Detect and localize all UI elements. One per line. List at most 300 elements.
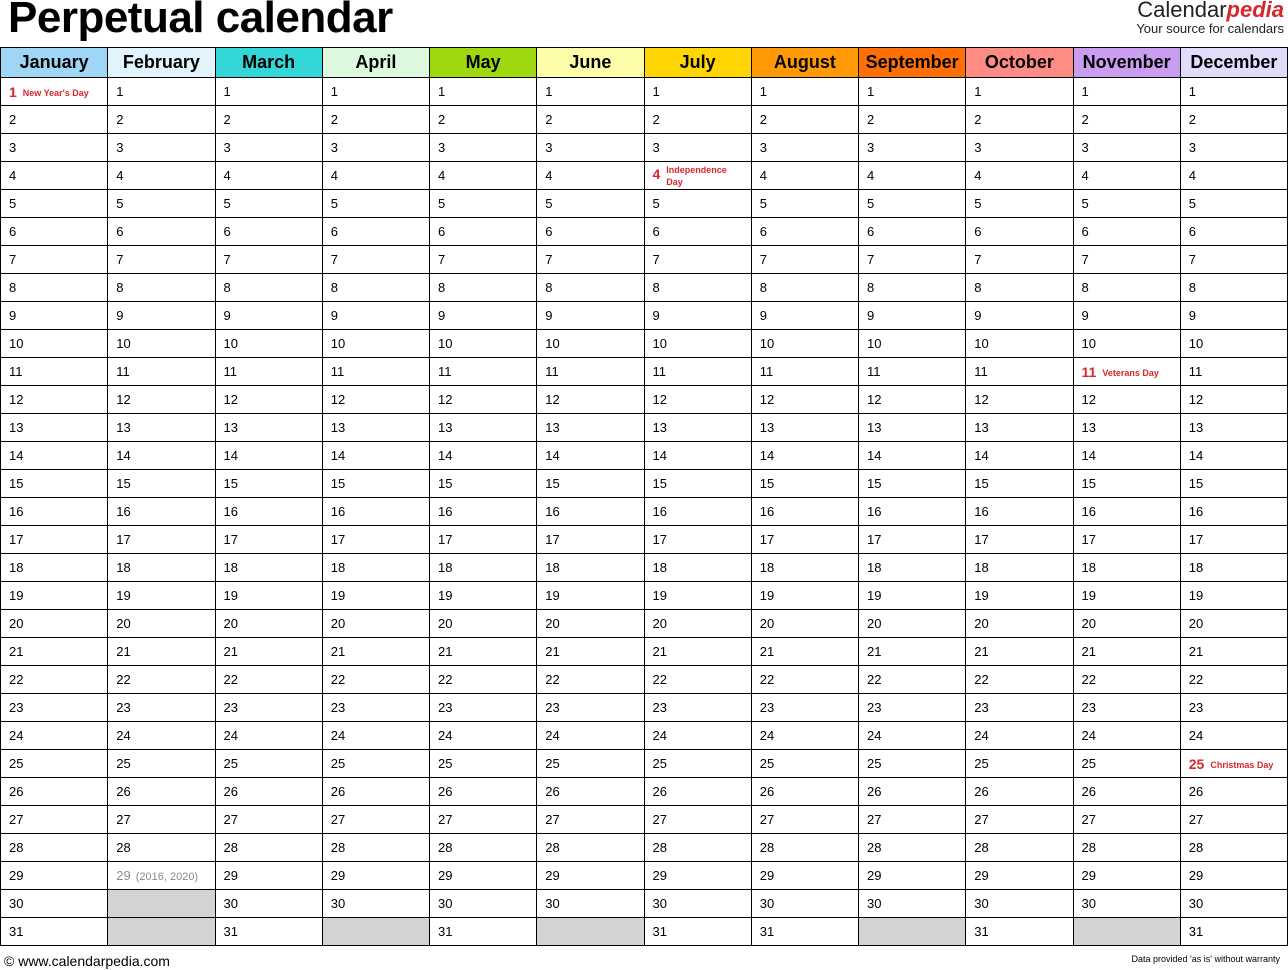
day-number: 29 [223,868,238,883]
day-number: 3 [438,140,446,155]
day-row [1,386,1288,414]
day-cell [644,218,751,246]
day-cell [537,386,644,414]
day-cell [859,778,966,806]
day-cell [322,470,429,498]
day-cell [108,330,215,358]
day-cell [215,694,322,722]
day-number: 17 [1188,532,1204,547]
day-row [1,862,1288,890]
day-number: 8 [652,280,660,295]
day-number: 15 [867,476,882,491]
day-number: 28 [1081,840,1096,855]
day-cell [1073,330,1180,358]
day-number: 26 [330,784,346,799]
day-cell [108,162,215,190]
day-number: 19 [1188,588,1204,603]
day-number: 11 [9,364,23,379]
day-cell [322,722,429,750]
day-number: 10 [759,336,775,351]
day-cell [430,918,537,946]
day-cell [966,414,1073,442]
day-cell [108,582,215,610]
day-cell [966,526,1073,554]
day-cell [1073,274,1180,302]
day-number: 27 [9,812,24,827]
day-cell [966,918,1073,946]
day-number: 9 [1081,308,1089,323]
day-cell [1073,582,1180,610]
day-cell [537,106,644,134]
day-number: 7 [9,252,17,267]
day-cell [1,862,108,890]
day-number: 10 [974,336,989,351]
day-row [1,218,1288,246]
day-number: 5 [759,196,767,211]
footer-website[interactable]: © www.calendarpedia.com [4,953,170,969]
day-number: 29 [1188,868,1204,883]
day-row [1,582,1288,610]
day-row [1,722,1288,750]
day-number: 22 [545,672,560,687]
day-row [1,134,1288,162]
day-number: 23 [759,700,775,715]
day-cell [1180,134,1287,162]
day-cell [108,694,215,722]
day-number: 24 [116,728,131,743]
day-number: 25 [1081,756,1096,771]
day-cell [1180,218,1287,246]
day-cell [859,218,966,246]
day-cell [430,162,537,190]
day-cell [322,302,429,330]
day-number: 16 [438,504,453,519]
day-number: 8 [223,280,231,295]
day-number: 14 [652,448,667,463]
day-number: 10 [223,336,238,351]
day-number: 21 [438,644,453,659]
day-number: 16 [116,504,131,519]
day-number: 27 [759,812,775,827]
day-cell [859,414,966,442]
day-number: 2 [9,112,17,127]
day-cell [1,806,108,834]
day-cell [751,78,858,106]
day-cell [1180,162,1287,190]
day-number: 13 [116,420,131,435]
day-cell [215,918,322,946]
day-number: 29 [1081,868,1096,883]
day-number: 7 [652,252,660,267]
day-cell [1180,694,1287,722]
day-number: 3 [652,140,660,155]
day-cell [859,862,966,890]
day-cell [859,806,966,834]
day-number: 29 [545,868,560,883]
day-number: 8 [867,280,875,295]
day-number: 21 [867,644,882,659]
day-number: 27 [438,812,453,827]
day-number: 17 [223,532,238,547]
day-number: 23 [867,700,882,715]
day-cell [1073,386,1180,414]
day-cell [322,666,429,694]
day-cell [430,498,537,526]
day-cell [108,666,215,694]
day-number: 30 [974,896,989,911]
day-number: 21 [223,644,238,659]
day-cell [108,806,215,834]
day-number: 19 [545,588,560,603]
day-cell [215,386,322,414]
day-number: 11 [652,364,666,379]
day-cell [751,582,858,610]
day-number: 8 [974,280,982,295]
footer-disclaimer: Data provided 'as is' without warranty [1131,954,1280,964]
day-cell [751,498,858,526]
day-number: 26 [438,784,453,799]
day-number: 4 [223,168,231,183]
day-cell [751,190,858,218]
leap-day-cell [108,862,215,890]
day-cell [430,694,537,722]
day-row [1,806,1288,834]
day-row [1,78,1288,106]
day-number: 20 [116,616,131,631]
empty-cell [108,890,215,918]
day-cell [215,638,322,666]
day-cell [537,358,644,386]
day-cell [751,106,858,134]
day-number: 22 [1188,672,1204,687]
day-number: 3 [223,140,231,155]
day-row [1,610,1288,638]
day-number: 30 [223,896,238,911]
day-cell [644,666,751,694]
day-number: 11 [545,364,559,379]
day-number: 17 [545,532,560,547]
day-number: 23 [9,700,24,715]
day-cell [966,834,1073,862]
day-cell [966,386,1073,414]
day-cell [966,246,1073,274]
day-number: 1 [438,84,446,99]
day-number: 20 [867,616,882,631]
day-cell [1073,106,1180,134]
month-header-row [1,48,1288,78]
month-header-june: June [537,48,644,78]
empty-cell [322,918,429,946]
day-number: 13 [759,420,775,435]
day-cell [966,470,1073,498]
day-number: 31 [438,924,453,939]
day-number: 5 [330,196,338,211]
month-header-february: February [108,48,215,78]
day-cell [1073,778,1180,806]
day-number: 21 [652,644,667,659]
day-cell [215,302,322,330]
day-cell [108,106,215,134]
day-cell [430,358,537,386]
day-number: 28 [9,840,24,855]
empty-cell [108,918,215,946]
day-number: 27 [545,812,560,827]
day-number: 4 [759,168,767,183]
day-number: 5 [867,196,875,211]
day-number: 13 [1081,420,1096,435]
day-number: 19 [330,588,346,603]
day-cell [322,778,429,806]
day-number: 29 [652,868,667,883]
day-cell [1073,722,1180,750]
day-number: 22 [759,672,775,687]
day-number: 28 [974,840,989,855]
day-number: 6 [116,224,124,239]
day-cell [537,78,644,106]
day-cell [644,834,751,862]
day-number: 12 [974,392,989,407]
day-row [1,470,1288,498]
day-cell [966,442,1073,470]
day-number: 18 [1188,560,1204,575]
day-number: 4 [652,165,661,182]
day-cell [1180,526,1287,554]
day-number: 27 [652,812,667,827]
day-cell [1073,666,1180,694]
month-header-december: December [1180,48,1287,78]
day-number: 21 [330,644,346,659]
day-cell [215,246,322,274]
day-cell [215,526,322,554]
day-number: 2 [652,112,660,127]
day-number: 6 [330,224,338,239]
day-number: 11 [438,364,452,379]
day-cell [108,358,215,386]
day-number: 15 [438,476,453,491]
day-number: 3 [545,140,553,155]
holiday-cell [1,78,108,106]
day-cell [108,302,215,330]
day-cell [430,386,537,414]
day-cell [1,274,108,302]
day-cell [1,246,108,274]
day-cell [322,78,429,106]
day-number: 16 [1081,504,1096,519]
day-number: 14 [1188,448,1204,463]
day-cell [1,386,108,414]
day-cell [322,806,429,834]
day-number: 6 [223,224,231,239]
day-number: 2 [438,112,446,127]
day-number: 17 [867,532,882,547]
day-cell [751,302,858,330]
day-cell [1180,302,1287,330]
day-number: 2 [330,112,338,127]
day-cell [322,442,429,470]
day-number: 9 [9,308,17,323]
day-number: 17 [9,532,24,547]
day-number: 28 [116,840,131,855]
day-cell [751,526,858,554]
day-number: 22 [1081,672,1096,687]
month-header-january: January [1,48,108,78]
brand-logo[interactable] [1136,0,1284,36]
day-number: 16 [330,504,346,519]
month-header-august: August [751,48,858,78]
day-number: 5 [1081,196,1089,211]
day-number: 15 [1188,476,1204,491]
day-cell [1073,862,1180,890]
day-cell [1,722,108,750]
day-number: 15 [974,476,989,491]
day-number: 15 [1081,476,1096,491]
day-cell [1,526,108,554]
day-number: 29 [330,868,346,883]
day-number: 19 [9,588,24,603]
day-number: 8 [759,280,767,295]
day-number: 5 [545,196,553,211]
day-number: 31 [9,924,24,939]
day-cell [966,778,1073,806]
day-cell [537,778,644,806]
day-row [1,890,1288,918]
day-cell [322,554,429,582]
day-number: 3 [1081,140,1089,155]
day-cell [108,470,215,498]
day-number: 6 [1081,224,1089,239]
day-cell [751,862,858,890]
day-cell [859,694,966,722]
day-cell [108,274,215,302]
day-cell [859,554,966,582]
day-cell [537,162,644,190]
day-number: 13 [867,420,882,435]
day-cell [966,862,1073,890]
day-cell [1,666,108,694]
day-number: 27 [974,812,989,827]
day-cell [215,582,322,610]
day-cell [430,330,537,358]
month-header-october: October [966,48,1073,78]
day-number: 12 [545,392,560,407]
day-cell [644,134,751,162]
day-cell [1,106,108,134]
day-cell [751,442,858,470]
day-number: 29 [438,868,453,883]
day-number: 22 [9,672,24,687]
day-cell [644,386,751,414]
month-header-november: November [1073,48,1180,78]
day-cell [644,722,751,750]
day-number: 12 [1081,392,1096,407]
day-number: 13 [974,420,989,435]
day-cell [430,806,537,834]
day-number: 26 [974,784,989,799]
month-header-september: September [859,48,966,78]
day-number: 5 [9,196,17,211]
day-number: 9 [974,308,982,323]
day-cell [537,414,644,442]
day-number: 5 [223,196,231,211]
day-number: 3 [116,140,124,155]
day-cell [1,554,108,582]
day-number: 7 [545,252,553,267]
day-cell [537,330,644,358]
day-cell [430,442,537,470]
day-number: 26 [545,784,560,799]
day-cell [966,610,1073,638]
day-cell [430,582,537,610]
day-cell [644,498,751,526]
day-cell [644,694,751,722]
day-number: 21 [1081,644,1096,659]
day-cell [966,638,1073,666]
day-number: 5 [438,196,446,211]
day-cell [1,582,108,610]
day-number: 20 [974,616,989,631]
day-cell [322,862,429,890]
day-number: 9 [223,308,231,323]
day-number: 9 [1188,308,1196,323]
day-number: 1 [1081,84,1089,99]
day-number: 7 [759,252,767,267]
day-number: 31 [1188,924,1204,939]
day-cell [430,78,537,106]
day-cell [430,190,537,218]
day-cell [644,442,751,470]
day-number: 6 [652,224,660,239]
day-cell [322,274,429,302]
day-cell [1073,890,1180,918]
day-number: 19 [116,588,131,603]
day-cell [430,554,537,582]
day-number: 22 [974,672,989,687]
day-number: 5 [652,196,660,211]
day-cell [430,470,537,498]
day-number: 15 [759,476,775,491]
day-row [1,834,1288,862]
day-cell [108,134,215,162]
day-number: 19 [438,588,453,603]
day-cell [322,218,429,246]
day-cell [108,554,215,582]
day-cell [1,190,108,218]
leap-year-note: (2016, 2020) [135,871,199,883]
day-number: 23 [223,700,238,715]
day-number: 4 [1081,168,1089,183]
day-number: 16 [759,504,775,519]
day-cell [1073,302,1180,330]
day-cell [322,106,429,134]
day-number: 2 [867,112,875,127]
day-cell [537,806,644,834]
day-number: 8 [9,280,17,295]
day-cell [537,470,644,498]
day-number: 6 [1188,224,1196,239]
day-number: 26 [223,784,238,799]
day-cell [537,246,644,274]
day-cell [644,750,751,778]
day-number: 25 [9,756,24,771]
day-cell [537,554,644,582]
day-number: 24 [652,728,667,743]
day-number: 30 [652,896,667,911]
day-number: 12 [9,392,24,407]
day-number: 11 [867,364,881,379]
day-number: 23 [1081,700,1096,715]
day-cell [1180,190,1287,218]
day-number: 27 [330,812,346,827]
